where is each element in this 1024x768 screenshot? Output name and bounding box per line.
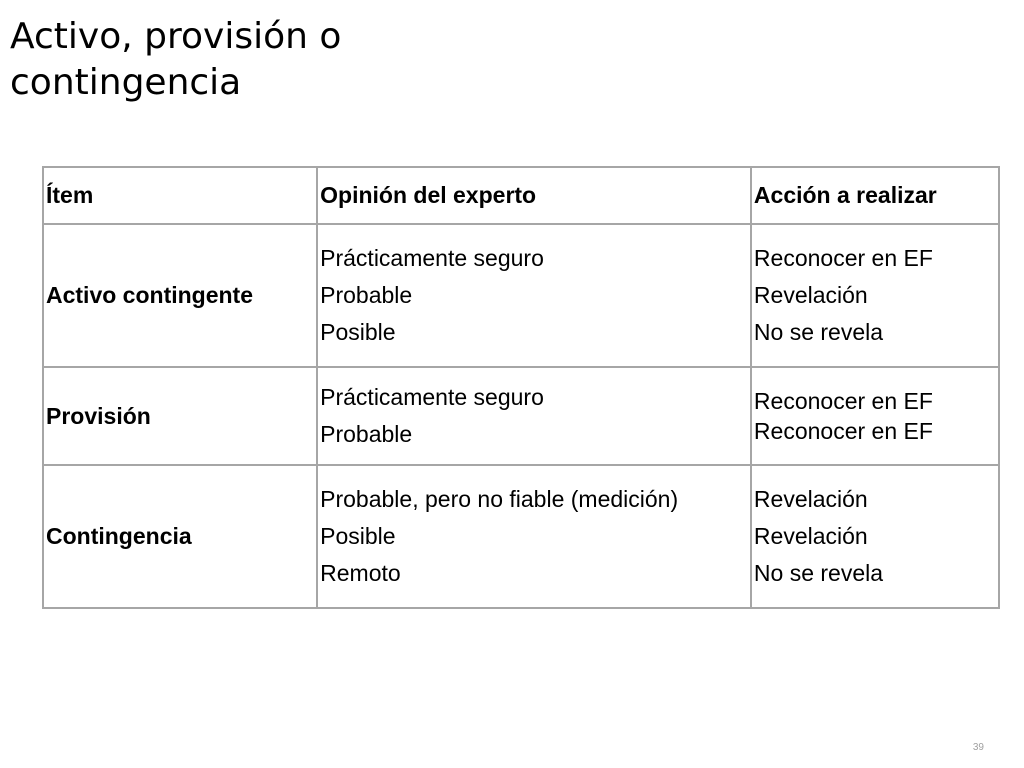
table-cell-opinions	[317, 465, 751, 608]
action-line: Reconocer en EF	[753, 418, 933, 444]
table-row-activo-contingente	[43, 224, 999, 367]
opinion-line: Probable	[320, 282, 413, 308]
table-cell-item: Activo contingente	[43, 224, 317, 367]
header-expert-opinion: Opinión del experto	[317, 167, 751, 224]
table-row-provision	[43, 367, 999, 465]
classification-table	[42, 166, 1000, 609]
opinion-line: Remoto	[320, 560, 401, 586]
opinion-line: Probable	[320, 421, 413, 447]
table-header-row	[43, 167, 999, 224]
table-cell-opinions	[317, 367, 751, 465]
opinion-line: Prácticamente seguro	[320, 245, 544, 271]
opinion-line: Posible	[320, 319, 396, 345]
action-line: No se revela	[753, 560, 884, 586]
action-line: Revelación	[753, 486, 868, 512]
action-line: Reconocer en EF	[753, 388, 933, 414]
opinion-line: Prácticamente seguro	[320, 384, 544, 410]
slide-title-line-1: Activo, provisión o	[10, 16, 342, 57]
slide-title-line-2: contingencia	[10, 62, 242, 103]
page-number: 39	[972, 742, 984, 753]
table-cell-actions	[751, 465, 999, 608]
table-cell-actions	[751, 367, 999, 465]
table-cell-actions	[751, 224, 999, 367]
action-line: Revelación	[753, 282, 868, 308]
table-cell-item: Provisión	[43, 367, 317, 465]
opinion-line: Probable, pero no fiable (medición)	[320, 486, 679, 512]
header-item: Ítem	[43, 167, 317, 224]
action-line: Reconocer en EF	[753, 245, 933, 271]
slide-title	[10, 14, 570, 106]
action-line: Revelación	[753, 523, 868, 549]
table-cell-opinions	[317, 224, 751, 367]
opinion-line: Posible	[320, 523, 396, 549]
action-line: No se revela	[753, 319, 884, 345]
header-action: Acción a realizar	[751, 167, 999, 224]
table-row-contingencia	[43, 465, 999, 608]
table-cell-item: Contingencia	[43, 465, 317, 608]
